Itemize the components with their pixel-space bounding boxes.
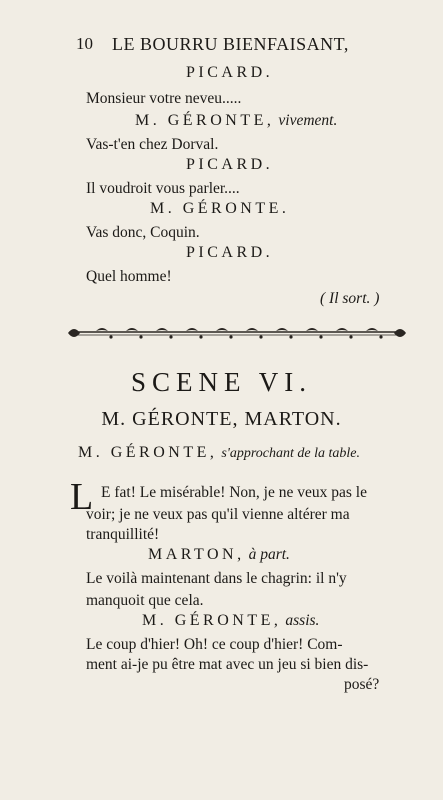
stage-direction: assis. (285, 612, 320, 629)
speaker-geronte: M. GÉRONTE, (78, 444, 218, 461)
speech-line: posé? (344, 676, 380, 693)
speaker-picard: PICARD. (186, 244, 274, 261)
dialogue-line: Quel homme! (86, 268, 172, 285)
speaker-picard: PICARD. (186, 64, 274, 81)
dialogue-line: Il voudroit vous parler.... (86, 180, 240, 197)
drop-cap: L (70, 476, 94, 518)
dialogue-line: Monsieur votre neveu..... (86, 90, 242, 107)
scene-characters: M. GÉRONTE, MARTON. (101, 408, 342, 430)
speech-line: Le voilà maintenant dans le chagrin: il n'y (86, 570, 347, 587)
stage-direction-exit: ( Il sort. ) (320, 290, 380, 307)
speech-line: Le coup d'hier! Oh! ce coup d'hier! Com- (86, 636, 343, 653)
speaker-marton: MARTON, (148, 546, 245, 563)
speaker-line (142, 612, 319, 630)
stage-direction: à part. (248, 546, 290, 563)
dialogue-line: Vas donc, Coquin. (86, 224, 200, 241)
speech-line: ment ai-je pu être mat avec un jeu si bien dis- (86, 656, 369, 673)
speech-line: E fat! Le misérable! Non, je ne veux pas le (101, 484, 367, 501)
speech-line: voir; je ne veux pas qu'il vienne altérer ma (86, 506, 350, 523)
scene-opening-line (78, 444, 360, 462)
speech-line: manquoit que cela. (86, 592, 204, 609)
running-title: LE BOURRU BIENFAISANT, (112, 34, 349, 54)
speaker-geronte: M. GÉRONTE, (142, 612, 282, 629)
scene-heading: SCENE VI. (130, 367, 312, 397)
stage-direction: vivement. (278, 112, 338, 129)
ornamental-divider (66, 322, 408, 342)
speaker-picard: PICARD. (186, 156, 274, 173)
dialogue-line: Vas-t'en chez Dorval. (86, 136, 219, 153)
speaker-geronte: M. GÉRONTE, (135, 112, 275, 129)
page-number: 10 (76, 34, 93, 53)
speaker-geronte: M. GÉRONTE. (150, 200, 290, 217)
speech-line: tranquillité! (86, 526, 160, 543)
speaker-line (148, 546, 290, 564)
stage-direction: s'approchant de la table. (221, 446, 360, 461)
speaker-line (135, 112, 337, 130)
